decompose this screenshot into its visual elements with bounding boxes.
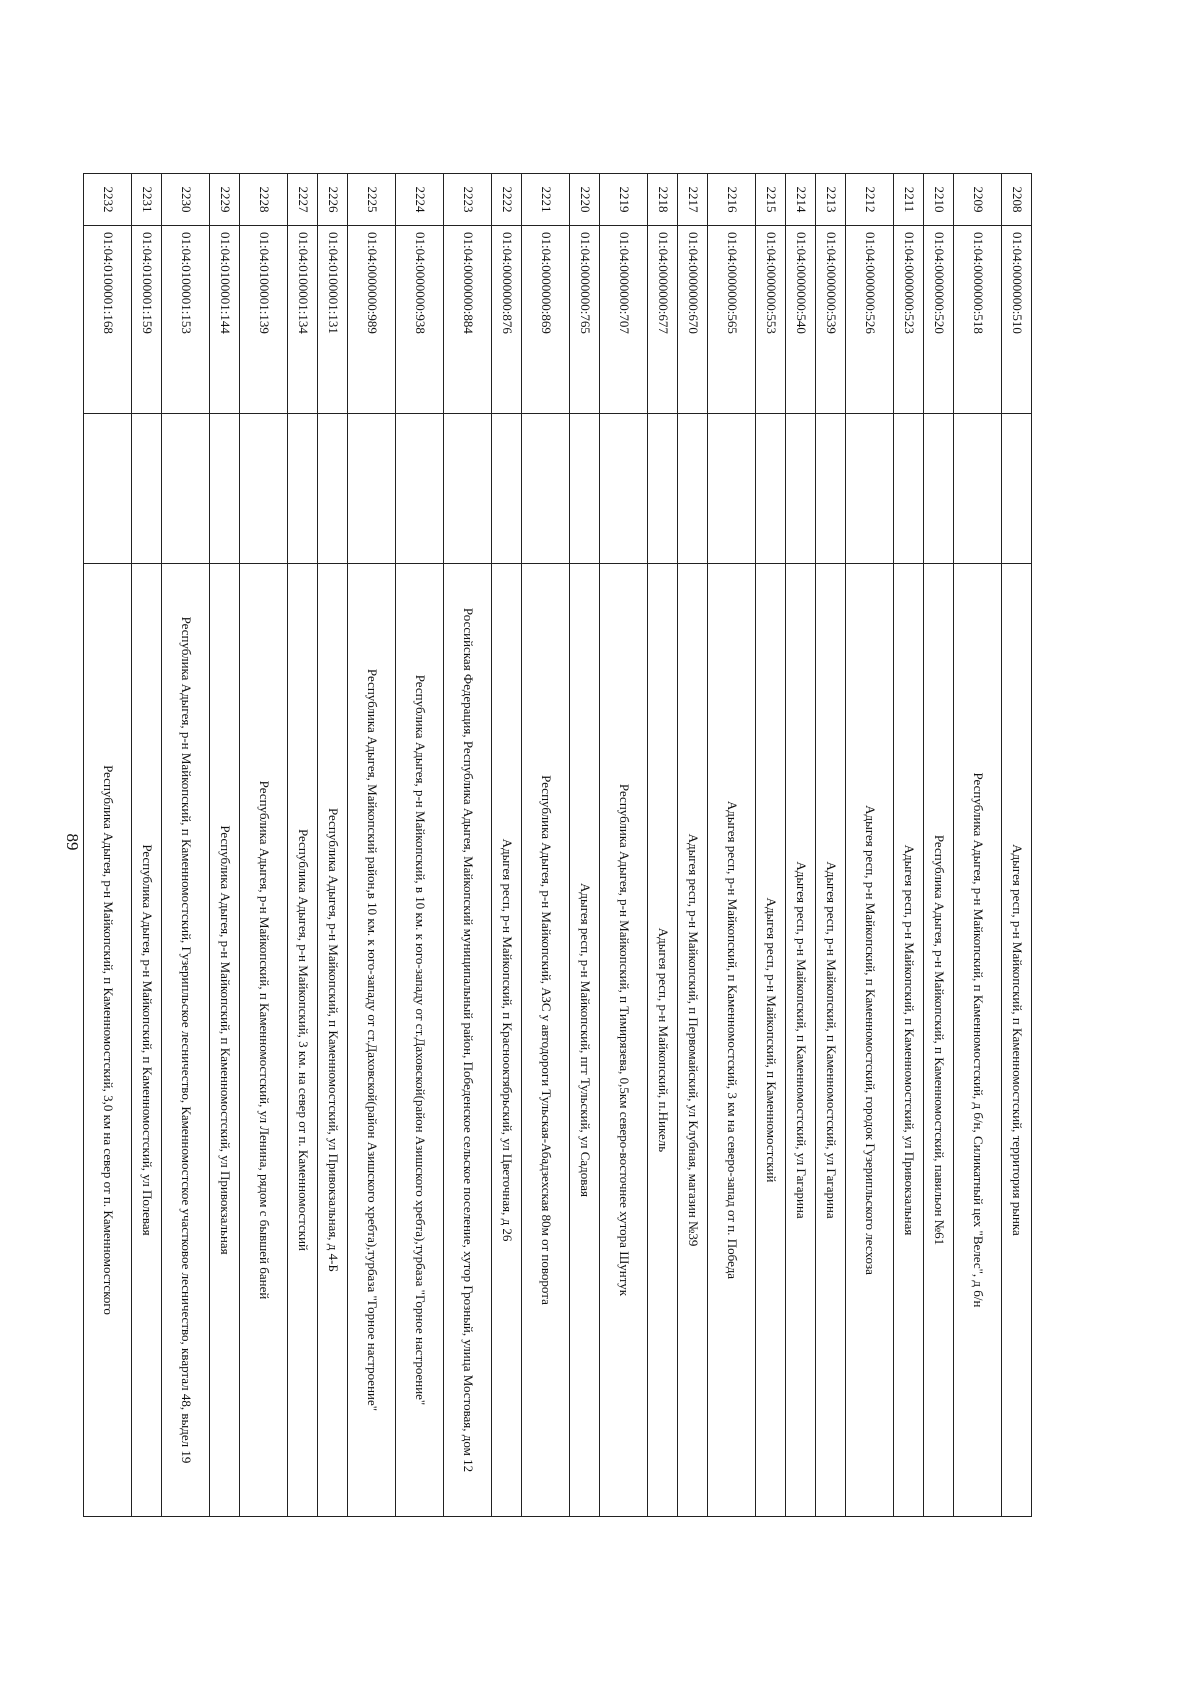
table-row xyxy=(84,174,132,1517)
table-row xyxy=(492,174,522,1517)
cadastral-number: 01:04:0100001:139 xyxy=(240,226,288,414)
cadastral-number: 01:04:0000000:869 xyxy=(522,226,570,414)
empty-cell xyxy=(444,414,492,564)
row-number: 2226 xyxy=(318,174,348,226)
empty-cell xyxy=(708,414,756,564)
address: Адыгея респ, р-н Майкопский, пгт Тульский, ул Садовая xyxy=(570,564,600,1517)
address: Республика Адыгея, р-н Майкопский, п Тимирязева, 0,5км северо-восточнее хутора Шунтук xyxy=(600,564,648,1517)
empty-cell xyxy=(162,414,210,564)
address: Адыгея респ, р-н Майкопский, п Каменномостский, ул Гагарина xyxy=(816,564,846,1517)
row-number: 2209 xyxy=(954,174,1002,226)
empty-cell xyxy=(210,414,240,564)
empty-cell xyxy=(84,414,132,564)
empty-cell xyxy=(816,414,846,564)
empty-cell xyxy=(678,414,708,564)
row-number: 2227 xyxy=(288,174,318,226)
address: Адыгея респ, р-н Майкопский, п Каменномостский, 3 км на северо-запад от п. Победа xyxy=(708,564,756,1517)
row-number: 2210 xyxy=(924,174,954,226)
empty-cell xyxy=(846,414,894,564)
row-number: 2217 xyxy=(678,174,708,226)
empty-cell xyxy=(600,414,648,564)
cadastral-number: 01:04:0000000:707 xyxy=(600,226,648,414)
empty-cell xyxy=(348,414,396,564)
cadastral-number: 01:04:0000000:677 xyxy=(648,226,678,414)
row-number: 2215 xyxy=(756,174,786,226)
table-row xyxy=(522,174,570,1517)
row-number: 2220 xyxy=(570,174,600,226)
row-number: 2221 xyxy=(522,174,570,226)
table-row xyxy=(894,174,924,1517)
empty-cell xyxy=(954,414,1002,564)
table-row xyxy=(924,174,954,1517)
table-row xyxy=(954,174,1002,1517)
row-number: 2222 xyxy=(492,174,522,226)
address: Адыгея респ, р-н Майкопский, п Каменномостский, городок Гузерипльского лесхоза xyxy=(846,564,894,1517)
cadastral-number: 01:04:0000000:553 xyxy=(756,226,786,414)
row-number: 2223 xyxy=(444,174,492,226)
cadastral-number: 01:04:0100001:159 xyxy=(132,226,162,414)
row-number: 2225 xyxy=(348,174,396,226)
table-row xyxy=(288,174,318,1517)
address: Республика Адыгея, р-н Майкопский, п Каменномостский, ул Полевая xyxy=(132,564,162,1517)
row-number: 2219 xyxy=(600,174,648,226)
empty-cell xyxy=(648,414,678,564)
table-row xyxy=(162,174,210,1517)
address: Адыгея респ, р-н Майкопский, п Краснооктябрьский, ул Цветочная, д 26 xyxy=(492,564,522,1517)
table-row xyxy=(444,174,492,1517)
registry-table xyxy=(83,173,1032,1517)
empty-cell xyxy=(288,414,318,564)
empty-cell xyxy=(318,414,348,564)
row-number: 2229 xyxy=(210,174,240,226)
empty-cell xyxy=(396,414,444,564)
address: Республика Адыгея, Майкопский район,в 10 км. к юго-западу от ст.Даховской(район Азишского хребта),турбаза "Горное настроение" xyxy=(348,564,396,1517)
cadastral-number: 01:04:0000000:884 xyxy=(444,226,492,414)
table-row xyxy=(396,174,444,1517)
table-row xyxy=(708,174,756,1517)
row-number: 2218 xyxy=(648,174,678,226)
row-number: 2216 xyxy=(708,174,756,226)
cadastral-number: 01:04:0100001:134 xyxy=(288,226,318,414)
address: Адыгея респ, р-н Майкопский, п Первомайский, ул Клубная, магазин №39 xyxy=(678,564,708,1517)
empty-cell xyxy=(492,414,522,564)
cadastral-number: 01:04:0000000:523 xyxy=(894,226,924,414)
address: Республика Адыгея, р-н Майкопский, п Каменномостский, ул Ленина, рядом с бывшей баней xyxy=(240,564,288,1517)
cadastral-number: 01:04:0000000:526 xyxy=(846,226,894,414)
address: Российская Федерация, Республика Адыгея, Майкопский муниципальный район, Победенское сельское поселение, хутор Грозный, улица Мостовая, дом 12 xyxy=(444,564,492,1517)
row-number: 2224 xyxy=(396,174,444,226)
cadastral-number: 01:04:0100001:168 xyxy=(84,226,132,414)
address: Адыгея респ, р-н Майкопский, п Каменномостский, территория рынка xyxy=(1002,564,1032,1517)
empty-cell xyxy=(786,414,816,564)
table-row xyxy=(210,174,240,1517)
registry-table-body xyxy=(84,174,1032,1517)
cadastral-number: 01:04:0000000:876 xyxy=(492,226,522,414)
table-row xyxy=(570,174,600,1517)
row-number: 2228 xyxy=(240,174,288,226)
address: Адыгея респ, р-н Майкопский, п.Никель xyxy=(648,564,678,1517)
cadastral-number: 01:04:0000000:540 xyxy=(786,226,816,414)
table-row xyxy=(240,174,288,1517)
empty-cell xyxy=(1002,414,1032,564)
table-row xyxy=(816,174,846,1517)
address: Республика Адыгея, р-н Майкопский, п Каменномостский, Гузерипльское лесничество, Каменномостское участковое лесничество, квартал 48, выдел 19 xyxy=(162,564,210,1517)
address: Адыгея респ, р-н Майкопский, п Каменномостский, ул Гагарина xyxy=(786,564,816,1517)
address: Республика Адыгея, р-н Майкопский, п Каменномостский, ул Привокзальная, д 4-Б xyxy=(318,564,348,1517)
cadastral-number: 01:04:0100001:144 xyxy=(210,226,240,414)
cadastral-number: 01:04:0000000:765 xyxy=(570,226,600,414)
table-row xyxy=(1002,174,1032,1517)
cadastral-number: 01:04:0000000:670 xyxy=(678,226,708,414)
address: Республика Адыгея, р-н Майкопский, АЗС у автодороги Тульская-Абадзехская 80м от поворота xyxy=(522,564,570,1517)
table-row xyxy=(648,174,678,1517)
empty-cell xyxy=(894,414,924,564)
table-row xyxy=(846,174,894,1517)
row-number: 2231 xyxy=(132,174,162,226)
cadastral-number: 01:04:0000000:539 xyxy=(816,226,846,414)
address: Республика Адыгея, р-н Майкопский, в 10 км. к юго-западу от ст.Даховской(район Азишского хребта),турбаза "Горное настроение" xyxy=(396,564,444,1517)
empty-cell xyxy=(240,414,288,564)
empty-cell xyxy=(132,414,162,564)
table-row xyxy=(318,174,348,1517)
cadastral-number: 01:04:0000000:520 xyxy=(924,226,954,414)
address: Республика Адыгея, р-н Майкопский, п Каменномостский, ул Привокзальная xyxy=(210,564,240,1517)
empty-cell xyxy=(570,414,600,564)
table-row xyxy=(348,174,396,1517)
address: Республика Адыгея, р-н Майкопский, п Каменномостский, 3,0 км на север от п. Каменномостского xyxy=(84,564,132,1517)
table-row xyxy=(786,174,816,1517)
address: Республика Адыгея, р-н Майкопский, п Каменномостский, д б/н, Силикатный цех "Велес", д б/н xyxy=(954,564,1002,1517)
cadastral-number: 01:04:0000000:518 xyxy=(954,226,1002,414)
row-number: 2212 xyxy=(846,174,894,226)
table-row xyxy=(132,174,162,1517)
table-row xyxy=(600,174,648,1517)
empty-cell xyxy=(924,414,954,564)
row-number: 2211 xyxy=(894,174,924,226)
row-number: 2208 xyxy=(1002,174,1032,226)
row-number: 2230 xyxy=(162,174,210,226)
address: Республика Адыгея, р-н Майкопский, п Каменномостский, павильон №61 xyxy=(924,564,954,1517)
cadastral-number: 01:04:0100001:153 xyxy=(162,226,210,414)
cadastral-number: 01:04:0000000:510 xyxy=(1002,226,1032,414)
address: Адыгея респ, р-н Майкопский, п Каменномостский xyxy=(756,564,786,1517)
empty-cell xyxy=(522,414,570,564)
table-row xyxy=(678,174,708,1517)
address: Республика Адыгея, р-н Майкопский, 3 км. на север от п. Каменномостский xyxy=(288,564,318,1517)
registry-table-container xyxy=(100,173,1032,1516)
cadastral-number: 01:04:0000000:989 xyxy=(348,226,396,414)
address: Адыгея респ, р-н Майкопский, п Каменномостский, ул Привокзальная xyxy=(894,564,924,1517)
empty-cell xyxy=(756,414,786,564)
cadastral-number: 01:04:0100001:131 xyxy=(318,226,348,414)
page-number: 89 xyxy=(63,833,82,851)
row-number: 2214 xyxy=(786,174,816,226)
table-row xyxy=(756,174,786,1517)
cadastral-number: 01:04:0000000:565 xyxy=(708,226,756,414)
cadastral-number: 01:04:0000000:938 xyxy=(396,226,444,414)
row-number: 2232 xyxy=(84,174,132,226)
row-number: 2213 xyxy=(816,174,846,226)
